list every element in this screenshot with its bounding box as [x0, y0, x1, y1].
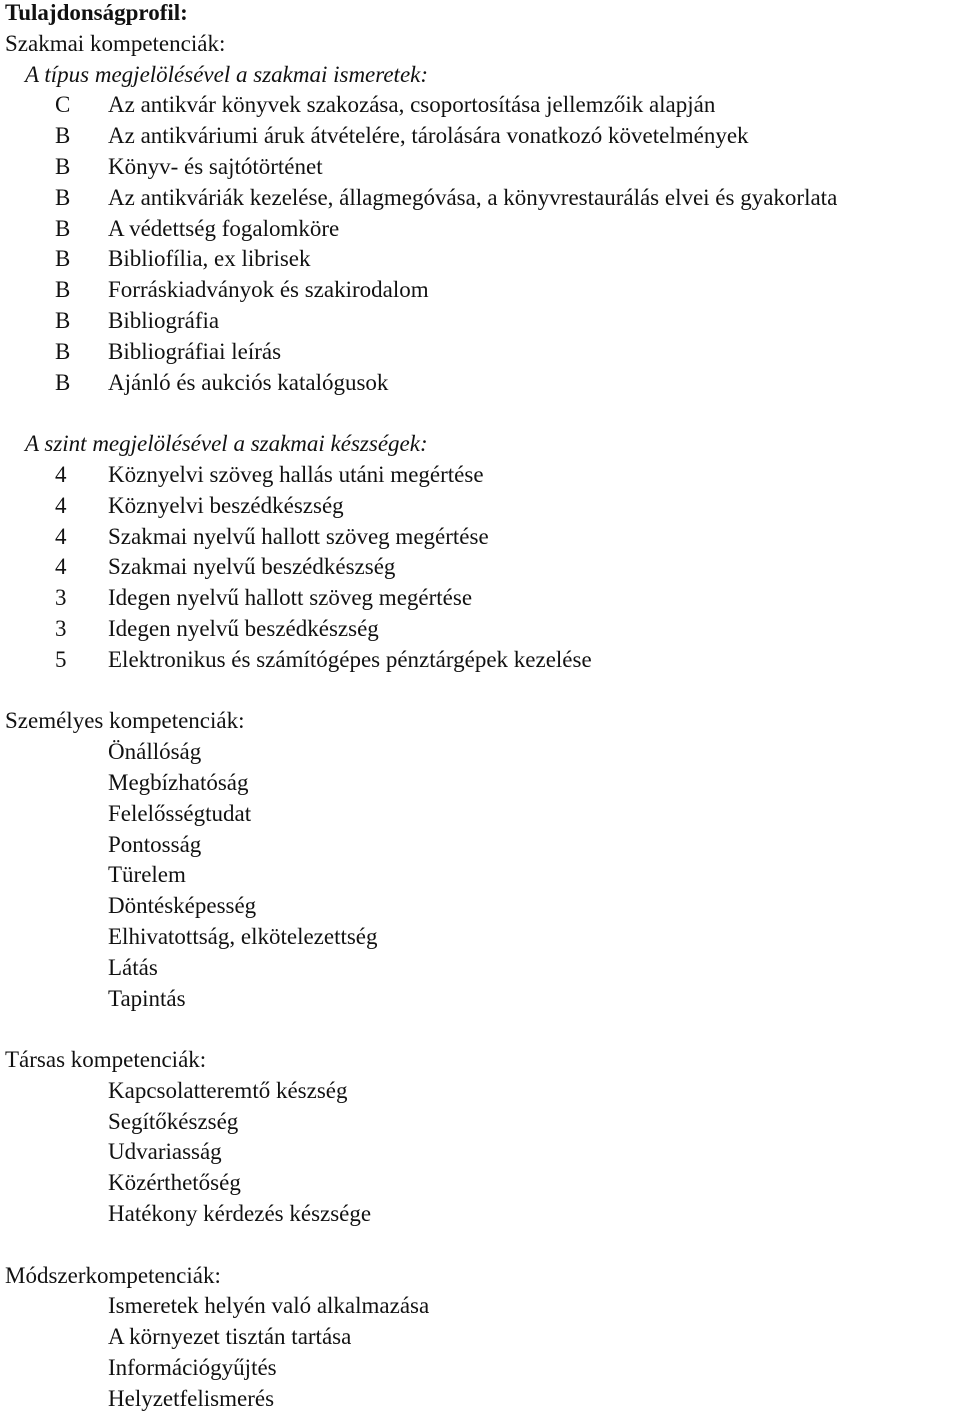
section-spacer: [5, 676, 960, 707]
skill-level: 4: [55, 492, 67, 518]
knowledge-code: B: [55, 123, 71, 149]
knowledge-item: [5, 90, 960, 121]
professional-heading: Szakmai kompetenciák:: [5, 30, 226, 56]
personal-item: Látás: [108, 954, 158, 980]
knowledge-item: [5, 337, 960, 368]
skill-text: Szakmai nyelvű hallott szöveg megértése: [108, 523, 489, 549]
personal-item: Önállóság: [108, 739, 202, 765]
knowledge-code: B: [55, 338, 71, 364]
social-item: Segítőkészség: [108, 1108, 239, 1134]
knowledge-text: Bibliográfiai leírás: [108, 338, 282, 364]
skill-item: [5, 614, 960, 645]
skill-item: [5, 552, 960, 583]
social-item: Kapcsolatteremtő készség: [108, 1077, 348, 1103]
knowledge-list: [5, 90, 960, 398]
skill-text: Szakmai nyelvű beszédkészség: [108, 554, 396, 580]
skill-item: [5, 522, 960, 553]
method-item: A környezet tisztán tartása: [108, 1324, 352, 1350]
knowledge-text: Bibliofília, ex librisek: [108, 246, 311, 272]
skill-text: Köznyelvi szöveg hallás utáni megértése: [108, 461, 484, 487]
skill-level: 3: [55, 585, 67, 611]
skill-text: Idegen nyelvű beszédkészség: [108, 615, 379, 641]
knowledge-text: A védettség fogalomköre: [108, 215, 340, 241]
knowledge-text: Ajánló és aukciós katalógusok: [108, 369, 389, 395]
personal-item: Megbízhatóság: [108, 769, 249, 795]
social-item: Közérthetőség: [108, 1170, 241, 1196]
social-item: Udvariasság: [108, 1139, 222, 1165]
skill-item: [5, 491, 960, 522]
knowledge-code: C: [55, 92, 71, 118]
skill-text: Köznyelvi beszédkészség: [108, 492, 344, 518]
social-list: [5, 1076, 960, 1230]
knowledge-item: [5, 183, 960, 214]
section-spacer: [5, 398, 960, 429]
personal-item: Felelősségtudat: [108, 800, 252, 826]
knowledge-text: Könyv- és sajtótörténet: [108, 153, 323, 179]
method-item: Ismeretek helyén való alkalmazása: [108, 1293, 430, 1319]
knowledge-item: [5, 275, 960, 306]
knowledge-text: Forráskiadványok és szakirodalom: [108, 277, 429, 303]
skill-level: 4: [55, 554, 67, 580]
section-spacer: [5, 1014, 960, 1045]
method-list: [5, 1291, 960, 1414]
knowledge-text: Az antikvár könyvek szakozása, csoportosítása jellemzőik alapján: [108, 92, 716, 118]
personal-heading: Személyes kompetenciák:: [5, 708, 245, 734]
social-heading: Társas kompetenciák:: [5, 1047, 207, 1073]
social-item: Hatékony kérdezés készsége: [108, 1201, 372, 1227]
skill-text: Elektronikus és számítógépes pénztárgépek kezelése: [108, 646, 592, 672]
knowledge-code: B: [55, 184, 71, 210]
knowledge-item: [5, 306, 960, 337]
personal-list: [5, 737, 960, 1014]
skill-item: [5, 645, 960, 676]
personal-item: Elhivatottság, elkötelezettség: [108, 923, 378, 949]
knowledge-code: B: [55, 369, 71, 395]
knowledge-code: B: [55, 153, 71, 179]
skill-item: [5, 583, 960, 614]
knowledge-text: Bibliográfia: [108, 307, 220, 333]
personal-item: Tapintás: [108, 985, 186, 1011]
section-spacer: [5, 1230, 960, 1261]
skill-level: 3: [55, 615, 67, 641]
knowledge-heading: A típus megjelölésével a szakmai ismeretek:: [25, 61, 429, 87]
skill-level: 4: [55, 461, 67, 487]
method-item: Információgyűjtés: [108, 1355, 277, 1381]
knowledge-item: [5, 244, 960, 275]
knowledge-code: B: [55, 215, 71, 241]
method-item: Helyzetfelismerés: [108, 1385, 275, 1411]
knowledge-code: B: [55, 246, 71, 272]
skills-list: [5, 460, 960, 676]
skill-text: Idegen nyelvű hallott szöveg megértése: [108, 585, 473, 611]
knowledge-code: B: [55, 277, 71, 303]
knowledge-item: [5, 121, 960, 152]
skill-level: 5: [55, 646, 67, 672]
skill-level: 4: [55, 523, 67, 549]
knowledge-text: Az antikváriumi áruk átvételére, tárolására vonatkozó követelmények: [108, 123, 749, 149]
knowledge-item: [5, 214, 960, 245]
knowledge-code: B: [55, 307, 71, 333]
personal-item: Pontosság: [108, 831, 202, 857]
document-page: [5, 0, 960, 1415]
knowledge-item: [5, 368, 960, 399]
personal-item: Döntésképesség: [108, 893, 257, 919]
personal-item: Türelem: [108, 862, 186, 888]
knowledge-text: Az antikváriák kezelése, állagmegóvása, a könyvrestaurálás elvei és gyakorlata: [108, 184, 838, 210]
skill-item: [5, 460, 960, 491]
knowledge-item: [5, 152, 960, 183]
document-title: Tulajdonságprofil:: [5, 0, 188, 25]
method-heading: Módszerkompetenciák:: [5, 1262, 221, 1288]
skills-heading: A szint megjelölésével a szakmai készségek:: [25, 431, 428, 457]
